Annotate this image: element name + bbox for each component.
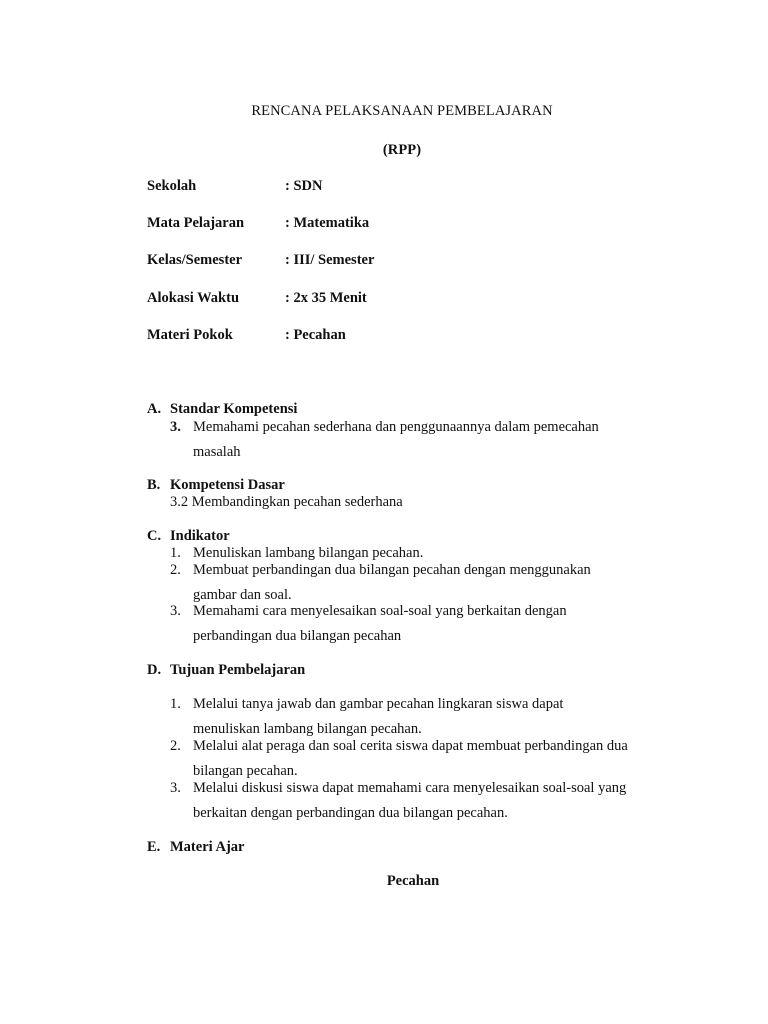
identity-value: : Matematika	[285, 215, 370, 231]
section-letter: C.	[147, 528, 162, 544]
list-text-continuation: berkaitan dengan perbandingan dua bilangan pecahan.	[193, 805, 508, 821]
list-item	[170, 419, 599, 436]
section-heading-e	[147, 839, 244, 856]
identity-label: Materi Pokok	[147, 327, 233, 343]
list-number: 1.	[170, 545, 181, 561]
list-text: Memahami pecahan sederhana dan penggunaannya dalam pemecahan	[193, 419, 599, 435]
list-number: 1.	[170, 696, 181, 712]
list-item	[170, 603, 567, 620]
section-letter: B.	[147, 477, 161, 493]
section-title: Indikator	[170, 528, 230, 544]
list-item	[170, 562, 591, 579]
section-heading-d	[147, 662, 305, 679]
list-text-continuation: masalah	[193, 444, 241, 460]
materi-subheading: Pecahan	[386, 873, 440, 889]
section-heading-c	[147, 528, 230, 545]
section-letter: A.	[147, 401, 162, 417]
list-text: Melalui tanya jawab dan gambar pecahan lingkaran siswa dapat	[193, 696, 564, 712]
list-text: Melalui diskusi siswa dapat memahami cara menyelesaikan soal-soal yang	[193, 780, 627, 796]
section-letter: D.	[147, 662, 162, 678]
section-title: Standar Kompetensi	[170, 401, 298, 417]
list-number: 2.	[170, 562, 181, 578]
section-heading-a	[147, 401, 297, 418]
list-text: Membuat perbandingan dua bilangan pecahan dengan menggunakan	[193, 562, 591, 578]
list-number: 3.	[170, 603, 181, 619]
identity-label: Alokasi Waktu	[147, 290, 240, 306]
list-text-continuation: bilangan pecahan.	[193, 763, 298, 779]
document-title: RENCANA PELAKSANAAN PEMBELAJARAN	[251, 103, 553, 119]
identity-value: : Pecahan	[285, 327, 346, 343]
section-title: Tujuan Pembelajaran	[170, 662, 306, 678]
section-letter: E.	[147, 839, 161, 855]
list-text: Memahami cara menyelesaikan soal-soal yang berkaitan dengan	[193, 603, 567, 619]
list-text-continuation: perbandingan dua bilangan pecahan	[193, 628, 402, 644]
list-number: 3.	[170, 780, 181, 796]
list-number: 3.	[170, 419, 181, 435]
section-title: Kompetensi Dasar	[170, 477, 285, 493]
identity-label: Mata Pelajaran	[147, 215, 245, 231]
identity-label: Sekolah	[147, 178, 197, 194]
section-b-text: 3.2 Membandingkan pecahan sederhana	[170, 494, 403, 510]
list-text-continuation: menuliskan lambang bilangan pecahan.	[193, 721, 422, 737]
list-item	[170, 780, 626, 797]
list-item	[170, 545, 423, 562]
identity-value: : III/ Semester	[285, 252, 375, 268]
list-text-continuation: gambar dan soal.	[193, 587, 292, 603]
identity-value: : 2x 35 Menit	[285, 290, 367, 306]
list-text: Melalui alat peraga dan soal cerita siswa dapat membuat perbandingan dua	[193, 738, 628, 754]
list-text: Menuliskan lambang bilangan pecahan.	[193, 545, 424, 561]
document-subtitle: (RPP)	[382, 142, 422, 158]
list-item	[170, 696, 563, 713]
section-title: Materi Ajar	[170, 839, 245, 855]
list-number: 2.	[170, 738, 181, 754]
identity-value: : SDN	[285, 178, 323, 194]
identity-label: Kelas/Semester	[147, 252, 243, 268]
list-item	[170, 738, 628, 755]
section-heading-b	[147, 477, 285, 494]
